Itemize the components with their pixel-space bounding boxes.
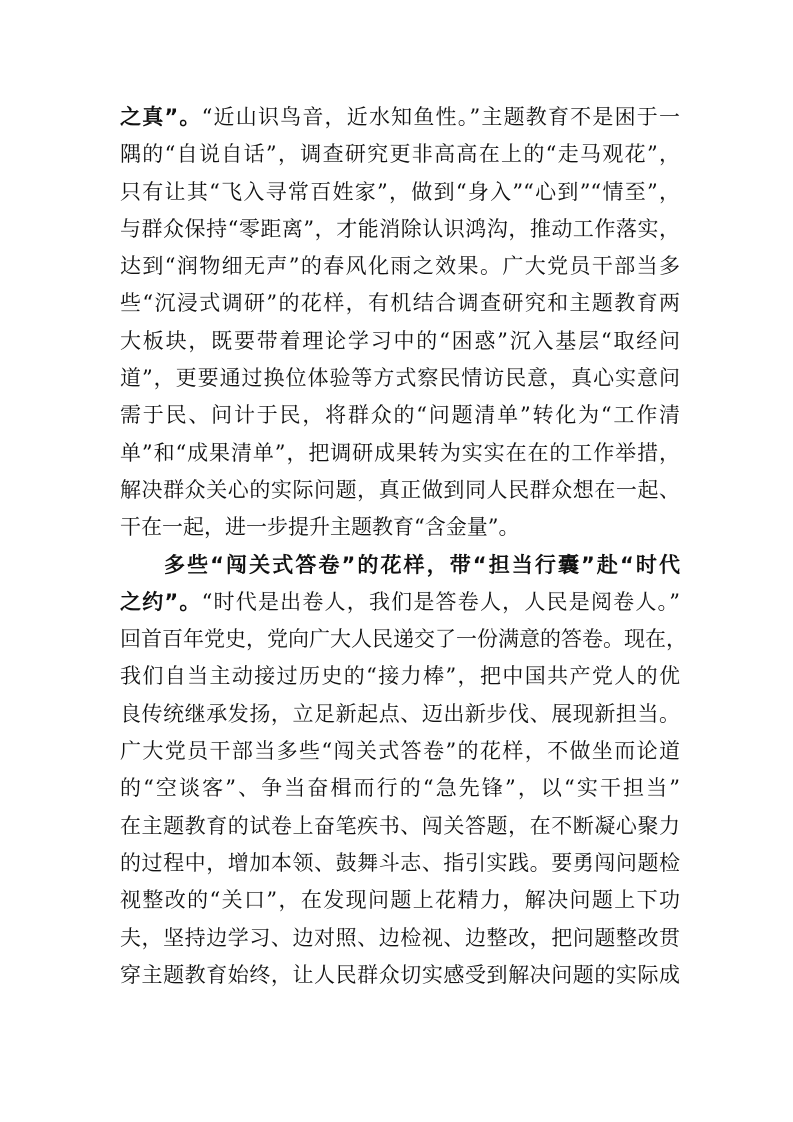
text-line: 隅的“自说自话”，调查研究更非高高在上的“走马观花”， — [120, 142, 680, 167]
text-span: “近山识鸟音，近水知鱼性。”主题教育不是困于一 — [201, 105, 680, 129]
text-line: 与群众保持“零距离”，才能消除认识鸿沟，推动工作落实， — [120, 216, 680, 241]
text-line: 单”和“成果清单”，把调研成果转为实实在在的工作举措， — [120, 440, 680, 465]
text-line: 的过程中，增加本领、鼓舞斗志、指引实践。要勇闯问题检 — [120, 850, 680, 875]
text-line: 道”，更要通过换位体验等方式察民情访民意，真心实意问 — [120, 366, 680, 391]
text-line — [120, 584, 680, 621]
text-line: 些“沉浸式调研”的花样，有机结合调查研究和主题教育两 — [120, 291, 680, 316]
bold-lead: 之真”。 — [120, 105, 202, 129]
bold-lead: 之约”。 — [120, 589, 202, 614]
text-line: 的“空谈客”、争当奋楫而行的“急先锋”，以“实干担当” — [120, 776, 680, 801]
text-line: 良传统继承发扬，立足新起点、迈出新步伐、展现新担当。 — [120, 701, 680, 726]
text-line: 干在一起，进一步提升主题教育“含金量”。 — [120, 515, 520, 540]
text-line: 穿主题教育始终，让人民群众切实感受到解决问题的实际成 — [120, 962, 680, 987]
text-line: 达到“润物细无声”的春风化雨之效果。广大党员干部当多 — [120, 254, 680, 279]
text-line: 在主题教育的试卷上奋笔疾书、闯关答题，在不断凝心聚力 — [120, 813, 680, 838]
text-line: 广大党员干部当多些“闯关式答卷”的花样，不做坐而论道 — [120, 739, 680, 764]
text-line: 视整改的“关口”，在发现问题上花精力，解决问题上下功 — [120, 888, 680, 913]
text-line: 只有让其“飞入寻常百姓家”，做到“身入”“心到”“情至”， — [120, 179, 680, 204]
paragraph-heading: 多些“闯关式答卷”的花样，带“担当行囊”赴“时代 — [164, 552, 680, 577]
text-span: “时代是出卷人，我们是答卷人，人民是阅卷人。” — [201, 589, 680, 614]
text-line: 需于民、问计于民，将群众的“问题清单”转化为“工作清 — [120, 403, 680, 428]
text-line — [120, 99, 680, 136]
text-line: 解决群众关心的实际问题，真正做到同人民群众想在一起、 — [120, 477, 680, 502]
text-line: 大板块，既要带着理论学习中的“困惑”沉入基层“取经问 — [120, 328, 680, 353]
text-line: 夫，坚持边学习、边对照、边检视、边整改，把问题整改贯 — [120, 925, 680, 950]
text-line: 我们自当主动接过历史的“接力棒”，把中国共产党人的优 — [120, 664, 680, 689]
document-body — [120, 99, 687, 994]
text-line: 回首百年党史，党向广大人民递交了一份满意的答卷。现在， — [120, 627, 687, 652]
